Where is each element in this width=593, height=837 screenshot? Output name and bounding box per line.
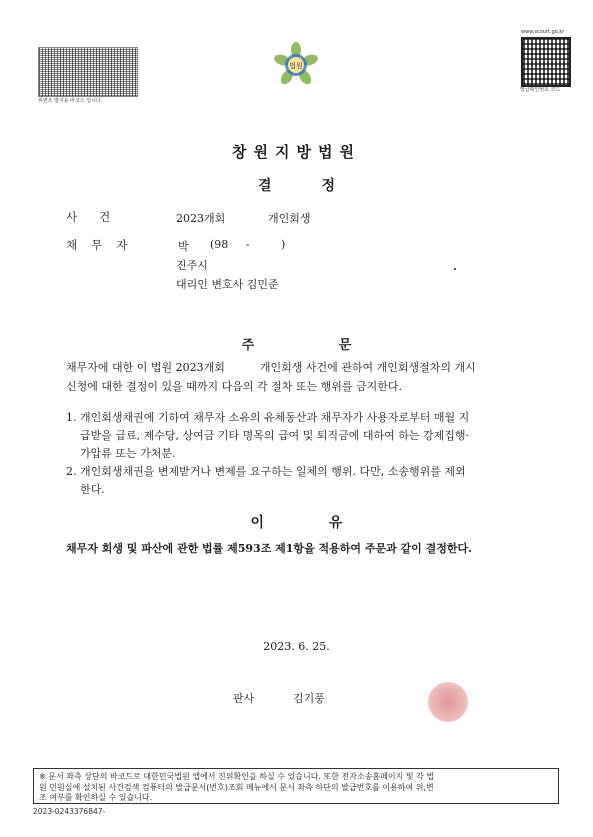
order-item-line: 개인회생채권을 변제받거나 변제를 요구하는 일체의 행위. 다만, 소송행위를 제외 xyxy=(80,465,466,478)
order-item-line: 급받을 급료, 제수당, 상여금 기타 명목의 급여 및 퇴직금에 대하여 하는 강제집행· xyxy=(80,429,469,442)
qr-url: www.scourt.go.kr xyxy=(521,29,565,35)
order-item-line: 한다. xyxy=(80,483,105,496)
emblem-text: 법원 xyxy=(289,62,303,70)
debtor-id: (98 - ) xyxy=(210,238,286,251)
order-intro-line1: 채무자에 대한 이 법원 2023개회 개인회생 사건에 관하여 개인회생절차의 개시 xyxy=(66,361,476,374)
barcode-image xyxy=(38,47,138,97)
stray-mark xyxy=(454,268,456,270)
court-emblem-icon xyxy=(272,40,320,88)
case-name: 개인회생 xyxy=(268,212,311,225)
barcode-caption: 위변조 방지용 바코드 입니다. xyxy=(38,98,103,104)
order-item xyxy=(66,463,536,499)
order-title: 주 문 xyxy=(241,338,392,353)
court-name: 창원지방법원 xyxy=(232,143,361,161)
notice-line: ※ 문서 좌측 상단의 바코드로 대한민국법원 앱에서 진위확인을 하실 수 있습니다. 또한 전자소송홈페이지 및 각 법 xyxy=(39,772,435,781)
debtor-name: 박 xyxy=(178,240,189,253)
decision-date: 2023. 6. 25. xyxy=(263,640,330,653)
order-intro-line2: 신청에 대한 결정이 있을 때까지 다음의 각 절차 또는 행위를 금지한다. xyxy=(66,380,402,393)
order-item xyxy=(66,409,536,463)
issue-number: 2023-0243376847- xyxy=(33,807,106,816)
order-item-number: 1. xyxy=(66,411,77,424)
court-seal-stamp xyxy=(428,682,468,722)
qr-code-image xyxy=(521,37,571,87)
reason-title: 이 유 xyxy=(250,515,373,531)
verification-notice xyxy=(33,768,559,804)
order-item-line: 개인회생채권에 기하여 채무자 소유의 유체동산과 채무자가 사용자로부터 매월 지 xyxy=(80,411,470,424)
reason-text: 채무자 회생 및 파산에 관한 법률 제593조 제1항을 적용하여 주문과 같이 결정한다. xyxy=(66,542,472,555)
judge-name: 김기풍 xyxy=(293,692,325,705)
qr-caption: 발급확인번호 코드 xyxy=(520,87,561,93)
debtor-address: 진주시 xyxy=(176,259,208,272)
document-title: 결정 xyxy=(257,178,386,194)
order-item-line: 가압류 또는 가처분. xyxy=(80,447,176,460)
judge-label: 판사 xyxy=(233,692,255,705)
notice-line: 조 여부를 확인하실 수 있습니다. xyxy=(39,793,153,802)
notice-line: 원 민원실에 설치된 사건검색 컴퓨터의 발급문서(번호)조회 메뉴에서 문서 좌측 하단의 발급번호를 이용하여 위,변 xyxy=(39,782,434,792)
case-label: 사건 xyxy=(66,210,133,224)
debtor-agent: 대리인 변호사 김민준 xyxy=(176,278,279,291)
debtor-label: 채무자 xyxy=(66,238,142,252)
case-number: 2023개회 xyxy=(176,212,226,225)
order-item-number: 2. xyxy=(66,465,77,478)
